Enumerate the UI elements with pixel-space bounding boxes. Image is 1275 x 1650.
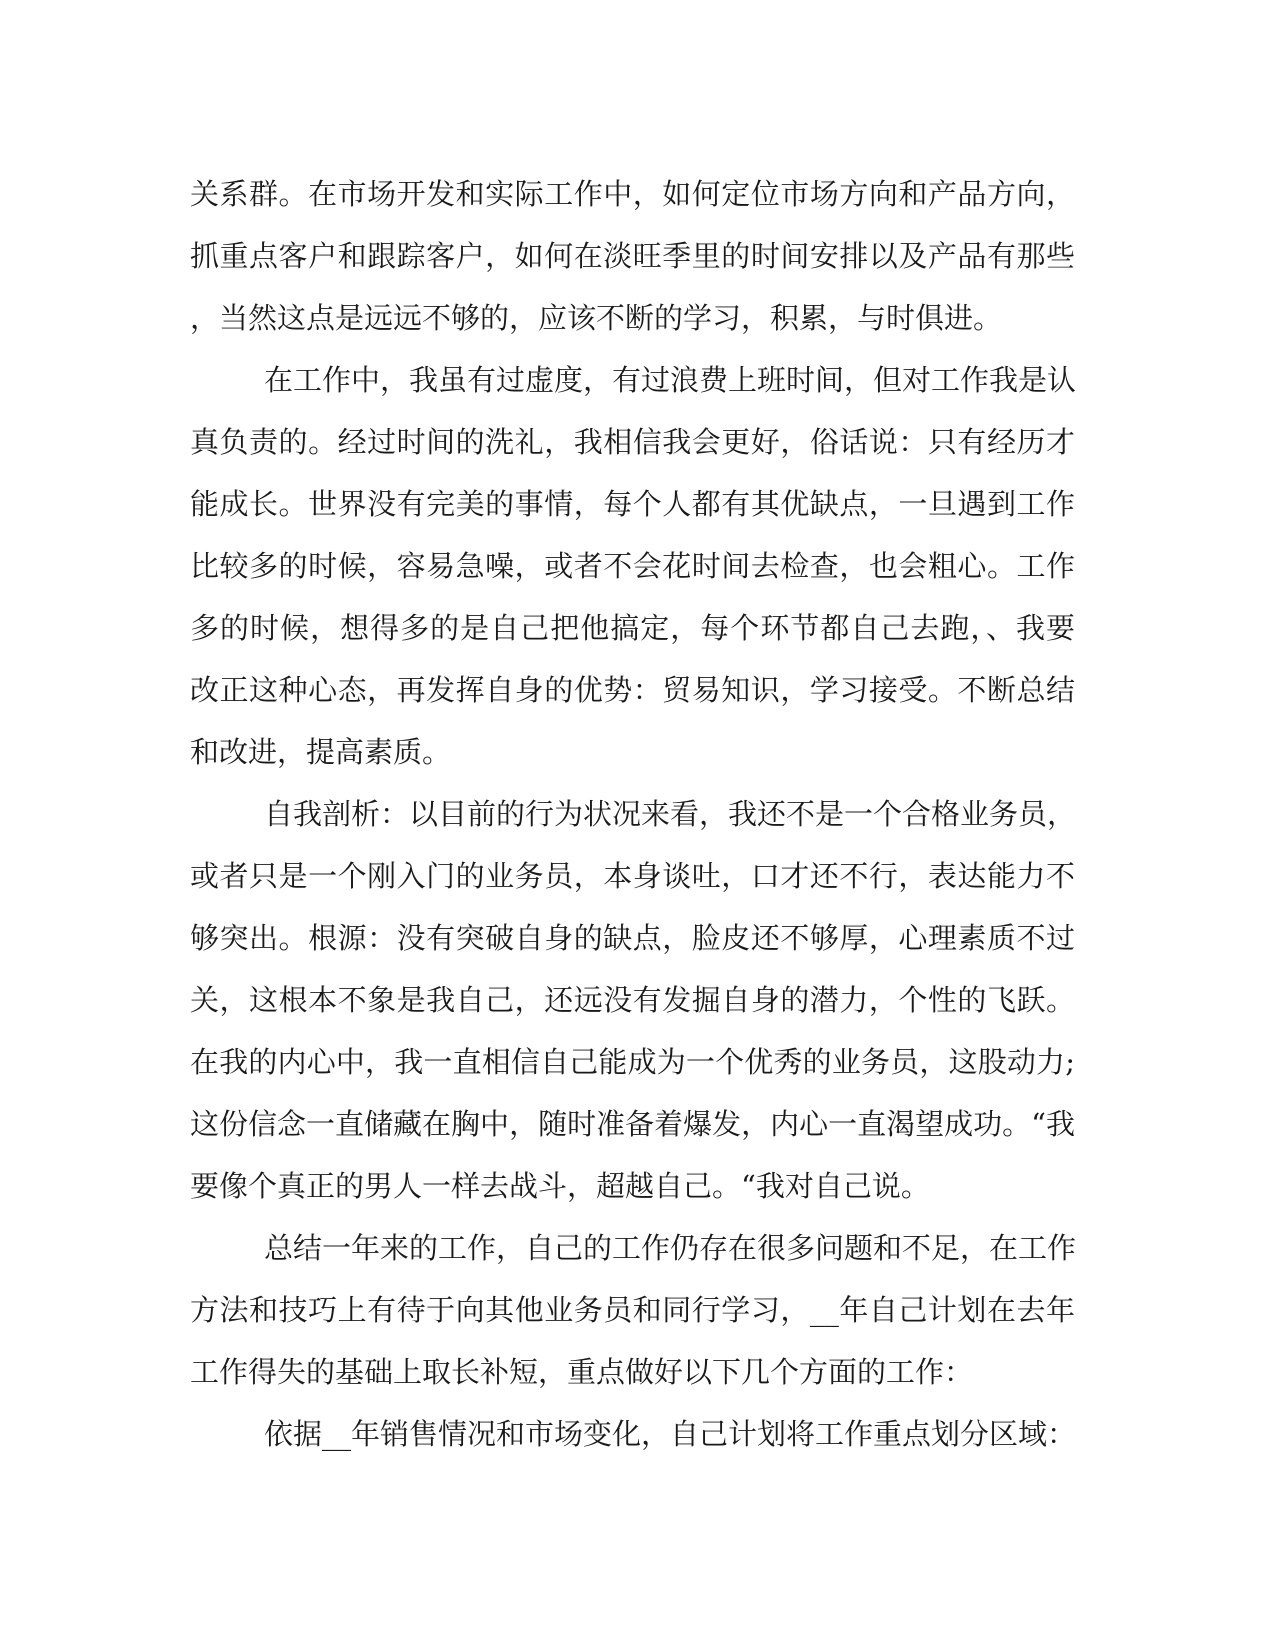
text-line: 比较多的时候，容易急噪，或者不会花时间去检查，也会粗心。工作 bbox=[190, 549, 1075, 583]
text-line: 够突出。根源：没有突破自身的缺点，脸皮还不够厚，心理素质不过 bbox=[190, 921, 1075, 955]
paragraph-first-line: 自我剖析：以目前的行为状况来看，我还不是一个合格业务员， bbox=[264, 797, 1077, 831]
text-line: 这份信念一直储藏在胸中，随时准备着爆发，内心一直渴望成功。“我 bbox=[190, 1107, 1075, 1141]
text-line: ，当然这点是远远不够的，应该不断的学习，积累，与时俱进。 bbox=[190, 301, 1003, 335]
text-line: 关，这根本不象是我自己，还远没有发掘自身的潜力，个性的飞跃。 bbox=[190, 983, 1075, 1017]
text-line: 真负责的。经过时间的洗礼，我相信我会更好，俗话说：只有经历才 bbox=[190, 425, 1075, 459]
text-line: 多的时候，想得多的是自己把他搞定，每个环节都自己去跑，、我要 bbox=[190, 611, 1075, 645]
paragraph-first-line: 在工作中，我虽有过虚度，有过浪费上班时间，但对工作我是认 bbox=[264, 363, 1077, 397]
text-line: 改正这种心态，再发挥自身的优势：贸易知识，学习接受。不断总结 bbox=[190, 673, 1075, 707]
paragraph-first-line: 总结一年来的工作，自己的工作仍存在很多问题和不足，在工作 bbox=[264, 1231, 1077, 1265]
document-body bbox=[190, 163, 1075, 1465]
text-line: 和改进，提高素质。 bbox=[190, 735, 452, 769]
text-line: 方法和技巧上有待于向其他业务员和同行学习，__年自己计划在去年 bbox=[190, 1293, 1075, 1327]
text-line: 要像个真正的男人一样去战斗，超越自己。“我对自己说。 bbox=[190, 1169, 930, 1203]
text-line: 能成长。世界没有完美的事情，每个人都有其优缺点，一旦遇到工作 bbox=[190, 487, 1075, 521]
paragraph-first-line: 依据__年销售情况和市场变化，自己计划将工作重点划分区域： bbox=[264, 1417, 1077, 1451]
text-line: 关系群。在市场开发和实际工作中，如何定位市场方向和产品方向， bbox=[190, 177, 1075, 211]
text-line: 工作得失的基础上取长补短，重点做好以下几个方面的工作： bbox=[190, 1355, 974, 1389]
text-line: 在我的内心中，我一直相信自己能成为一个优秀的业务员，这股动力; bbox=[190, 1045, 1075, 1079]
text-line: 抓重点客户和跟踪客户，如何在淡旺季里的时间安排以及产品有那些 bbox=[190, 239, 1075, 273]
text-line: 或者只是一个刚入门的业务员，本身谈吐，口才还不行，表达能力不 bbox=[190, 859, 1075, 893]
